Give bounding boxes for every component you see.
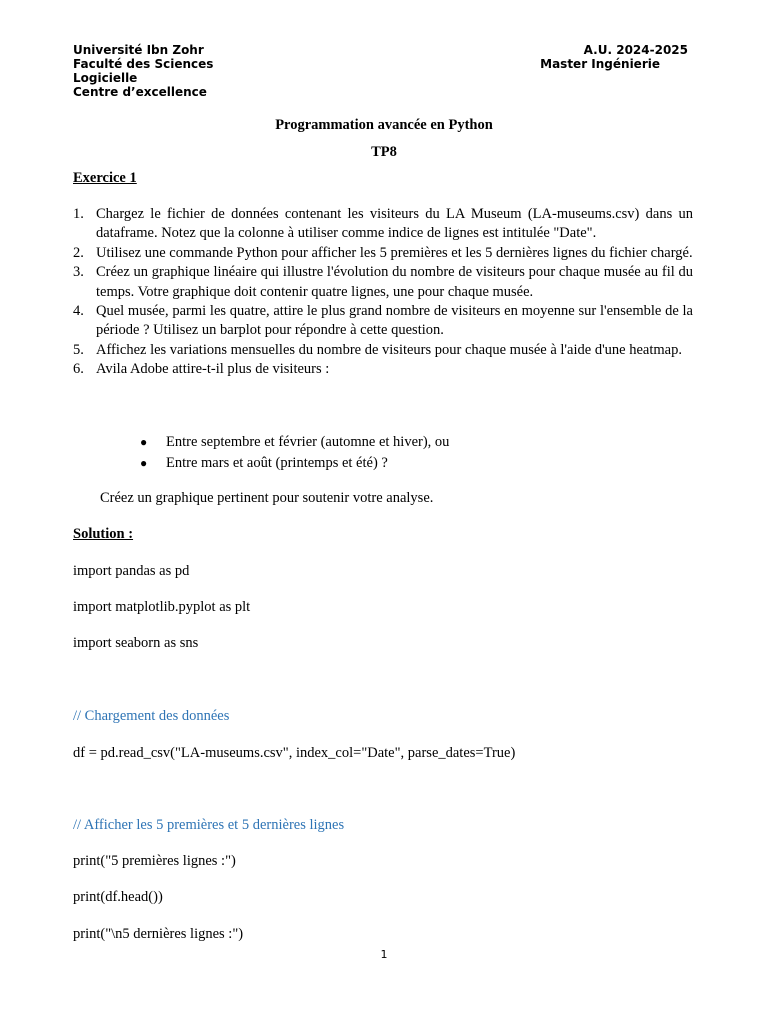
item-number: 4. — [73, 303, 84, 320]
code-comment: // Afficher les 5 premières et 5 dernières lignes — [73, 817, 345, 833]
header-center: Centre d’excellence — [73, 85, 207, 99]
header-department: Logicielle — [73, 71, 138, 85]
header-academic-year: A.U. 2024-2025 — [583, 43, 688, 57]
item-text: Chargez le fichier de données contenant les visiteurs du LA Museum (LA-museums.csv) dans un dataframe. Notez que la colonne à utiliser comme indice de lignes est intitulée "Date". — [96, 206, 693, 242]
list-item — [73, 205, 693, 244]
document-title: Programmation avancée en Python — [275, 117, 493, 133]
item-number: 6. — [73, 361, 84, 378]
bullet-icon: ● — [140, 456, 148, 470]
code-comment: // Chargement des données — [73, 708, 230, 724]
code-line: import seaborn as sns — [73, 635, 199, 651]
closing-instruction: Créez un graphique pertinent pour soutenir votre analyse. — [100, 490, 434, 506]
exercise-heading: Exercice 1 — [73, 170, 137, 186]
item-number: 2. — [73, 244, 84, 261]
item-text: Utilisez une commande Python pour afficher les 5 premières et les 5 dernières lignes du fichier chargé. — [96, 244, 693, 261]
code-line: import pandas as pd — [73, 563, 190, 579]
item-text: Affichez les variations mensuelles du nombre de visiteurs pour chaque musée à l'aide d'une heatmap. — [96, 341, 682, 358]
exercise-list — [73, 205, 693, 380]
item-number: 1. — [73, 206, 84, 222]
bullet-icon: ● — [140, 435, 148, 449]
code-line: print("\n5 dernières lignes :") — [73, 926, 244, 942]
item-number: 3. — [73, 264, 84, 281]
item-text: Créez un graphique linéaire qui illustre l'évolution du nombre de visiteurs pour chaque musée au fil du temps. Votre graphique doit contenir quatre lignes, une pour chaque musée. — [96, 264, 693, 300]
list-item — [73, 244, 693, 263]
code-line: df = pd.read_csv("LA-museums.csv", index_col="Date", parse_dates=True) — [73, 745, 516, 761]
header-program: Master Ingénierie — [540, 57, 660, 71]
bullet-item — [140, 432, 449, 453]
list-item — [73, 360, 693, 379]
list-item — [73, 263, 693, 302]
document-subtitle: TP8 — [371, 144, 397, 160]
header-faculty: Faculté des Sciences — [73, 57, 214, 71]
list-item — [73, 302, 693, 341]
solution-heading: Solution : — [73, 526, 134, 542]
bullet-text: Entre septembre et février (automne et hiver), ou — [166, 434, 450, 450]
code-line: import matplotlib.pyplot as plt — [73, 599, 251, 615]
item-number: 5. — [73, 341, 84, 358]
bullet-item — [140, 453, 449, 474]
page-number: 1 — [380, 948, 388, 961]
item-text: Quel musée, parmi les quatre, attire le plus grand nombre de visiteurs en moyenne sur l'ensemble de la période ? Utilisez un barplot pour répondre à cette question. — [96, 303, 693, 339]
bullet-text: Entre mars et août (printemps et été) ? — [166, 455, 388, 471]
code-line: print("5 premières lignes :") — [73, 853, 236, 869]
header-university: Université Ibn Zohr — [73, 43, 204, 57]
item-text: Avila Adobe attire-t-il plus de visiteurs : — [96, 361, 330, 378]
list-item — [73, 341, 693, 360]
code-line: print(df.head()) — [73, 889, 163, 905]
season-bullet-list — [140, 432, 449, 474]
